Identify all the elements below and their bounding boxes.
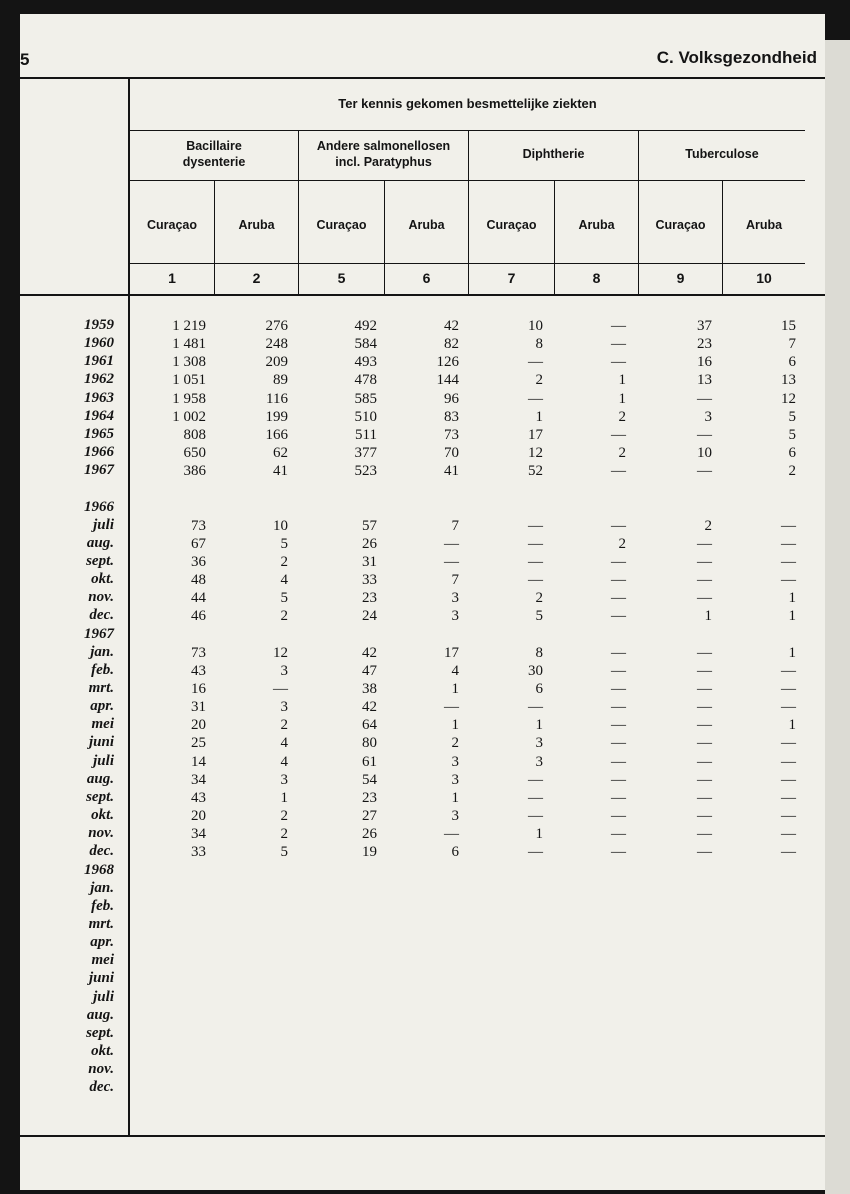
table-cell: 3 <box>451 808 459 824</box>
table-cell: 31 <box>191 699 206 715</box>
row-label: jan. <box>90 644 114 660</box>
table-cell: — <box>611 463 626 479</box>
column-header: Curaçao <box>316 218 367 232</box>
row-label: 1967 <box>84 626 114 642</box>
row-label: 1963 <box>84 390 114 406</box>
table-cell: — <box>697 717 712 733</box>
table-cell: — <box>697 427 712 443</box>
table-cell: — <box>611 790 626 806</box>
table-cell: — <box>697 826 712 842</box>
table-cell: 38 <box>362 681 377 697</box>
table-cell: — <box>273 681 288 697</box>
table-cell: — <box>697 790 712 806</box>
table-cell: — <box>444 699 459 715</box>
table-cell: — <box>697 572 712 588</box>
group-header-bacillaire-dysenterie: Bacillaire dysenterie <box>182 139 246 169</box>
table-cell: 1 <box>535 717 543 733</box>
table-cell: 1 002 <box>172 409 206 425</box>
table-cell: 43 <box>191 663 206 679</box>
table-cell: 1 <box>618 372 626 388</box>
table-cell: 1 <box>535 826 543 842</box>
table-cell: — <box>781 772 796 788</box>
table-cell: 3 <box>704 409 712 425</box>
table-cell: — <box>697 754 712 770</box>
table-cell: 67 <box>191 536 206 552</box>
table-cell: — <box>697 772 712 788</box>
table-cell: 34 <box>191 772 206 788</box>
table-cell: — <box>781 735 796 751</box>
table-cell: 23 <box>362 790 377 806</box>
table-cell: 36 <box>191 554 206 570</box>
table-cell: — <box>781 790 796 806</box>
table-cell: 96 <box>444 391 459 407</box>
table-cell: 6 <box>535 681 543 697</box>
table-cell: 8 <box>535 645 543 661</box>
table-cell: 10 <box>697 445 712 461</box>
table-cell: 7 <box>788 336 796 352</box>
row-label: okt. <box>91 571 114 587</box>
table-cell: 1 <box>788 608 796 624</box>
table-cell: — <box>697 735 712 751</box>
table-main-header: Ter kennis gekomen besmettelijke ziekten <box>338 96 597 111</box>
table-cell: 13 <box>781 372 796 388</box>
table-cell: 510 <box>354 409 377 425</box>
table-cell: 27 <box>362 808 377 824</box>
table-cell: — <box>781 663 796 679</box>
row-label: 1966 <box>84 444 114 460</box>
row-label: sept. <box>86 789 114 805</box>
table-cell: — <box>528 518 543 534</box>
table-cell: 585 <box>354 391 377 407</box>
row-label: 1964 <box>84 408 114 424</box>
table-cell: 46 <box>191 608 206 624</box>
table-cell: 377 <box>354 445 377 461</box>
row-label: feb. <box>91 662 114 678</box>
table-cell: 62 <box>273 445 288 461</box>
table-cell: — <box>697 463 712 479</box>
table-cell: — <box>611 754 626 770</box>
table-cell: — <box>697 699 712 715</box>
table-cell: 1 <box>788 645 796 661</box>
table-cell: 3 <box>280 663 288 679</box>
table-cell: 57 <box>362 518 377 534</box>
table-cell: 6 <box>451 844 459 860</box>
row-label: okt. <box>91 1043 114 1059</box>
table-cell: — <box>528 536 543 552</box>
table-cell: 48 <box>191 572 206 588</box>
table-cell: 1 051 <box>172 372 206 388</box>
table-cell: 14 <box>191 754 206 770</box>
table-cell: 2 <box>535 372 543 388</box>
table-cell: 584 <box>354 336 377 352</box>
column-header: Curaçao <box>655 218 706 232</box>
bottom-rule <box>20 1135 825 1137</box>
table-cell: 8 <box>535 336 543 352</box>
row-label: 1960 <box>84 335 114 351</box>
table-cell: 37 <box>697 318 712 334</box>
row-label: feb. <box>91 898 114 914</box>
table-cell: — <box>697 663 712 679</box>
table-cell: — <box>781 754 796 770</box>
column-header: Curaçao <box>486 218 537 232</box>
table-cell: 17 <box>528 427 543 443</box>
table-cell: — <box>528 790 543 806</box>
table-cell: — <box>611 354 626 370</box>
table-cell: 4 <box>280 754 288 770</box>
column-number: 9 <box>676 270 685 286</box>
table-cell: — <box>611 518 626 534</box>
table-cell: — <box>611 735 626 751</box>
table-cell: 209 <box>265 354 288 370</box>
group-header-diphtherie: Diphtherie <box>522 147 585 161</box>
table-cell: 2 <box>618 445 626 461</box>
row-label: jan. <box>90 880 114 896</box>
table-cell: 276 <box>265 318 288 334</box>
table-cell: — <box>781 681 796 697</box>
table-cell: — <box>611 808 626 824</box>
table-cell: 6 <box>788 445 796 461</box>
section-title: C. Volksgezondheid <box>656 48 817 67</box>
table-cell: 24 <box>362 608 377 624</box>
table-cell: — <box>528 354 543 370</box>
row-label: aug. <box>86 1007 114 1023</box>
table-cell: 523 <box>354 463 377 479</box>
table-cell: — <box>611 427 626 443</box>
table-cell: 61 <box>362 754 377 770</box>
table-cell: — <box>528 554 543 570</box>
row-label: dec. <box>89 843 114 859</box>
row-label: 1968 <box>84 862 114 878</box>
table-cell: 44 <box>191 590 206 606</box>
table-cell: 52 <box>528 463 543 479</box>
column-number: 10 <box>756 270 772 286</box>
table-cell: 26 <box>362 536 377 552</box>
row-label: juli <box>93 989 114 1005</box>
table-cell: 478 <box>354 372 377 388</box>
table-cell: 492 <box>354 318 377 334</box>
row-label: mei <box>91 716 114 732</box>
table-cell: 5 <box>280 844 288 860</box>
row-label: sept. <box>86 1025 114 1041</box>
table-cell: 4 <box>451 663 459 679</box>
table-cell: 1 <box>704 608 712 624</box>
table-cell: — <box>697 681 712 697</box>
table-cell: 650 <box>183 445 206 461</box>
table-cell: — <box>611 590 626 606</box>
table-cell: — <box>781 808 796 824</box>
table-cell: 10 <box>528 318 543 334</box>
row-label: juni <box>88 734 114 750</box>
row-label: mrt. <box>88 916 114 932</box>
table-cell: — <box>697 391 712 407</box>
table-cell: — <box>611 608 626 624</box>
table-cell: — <box>781 554 796 570</box>
row-label: sept. <box>86 553 114 569</box>
table-cell: 2 <box>788 463 796 479</box>
table-cell: — <box>781 844 796 860</box>
table-cell: 116 <box>266 391 288 407</box>
table-cell: 12 <box>273 645 288 661</box>
row-label: mrt. <box>88 680 114 696</box>
table-cell: 54 <box>362 772 377 788</box>
table-cell: 47 <box>362 663 377 679</box>
table-cell: 2 <box>280 554 288 570</box>
table-cell: — <box>444 554 459 570</box>
row-label: nov. <box>88 1061 114 1077</box>
column-header: Aruba <box>578 218 615 232</box>
document-page <box>20 14 825 1190</box>
table-cell: — <box>781 536 796 552</box>
row-label: aug. <box>86 771 114 787</box>
column-header: Curaçao <box>146 218 198 232</box>
table-cell: — <box>697 808 712 824</box>
row-label: 1965 <box>84 426 114 442</box>
table-cell: 199 <box>265 409 288 425</box>
table-cell: — <box>444 826 459 842</box>
table-cell: 23 <box>697 336 712 352</box>
row-label: juni <box>88 970 114 986</box>
table-cell: 42 <box>362 699 377 715</box>
table-cell: 2 <box>280 826 288 842</box>
table-cell: — <box>781 699 796 715</box>
table-cell: 2 <box>280 608 288 624</box>
table-cell: — <box>611 699 626 715</box>
table-cell: — <box>697 536 712 552</box>
table-cell: 1 <box>788 590 796 606</box>
table-cell: — <box>611 336 626 352</box>
table-cell: — <box>528 391 543 407</box>
table-cell: — <box>528 699 543 715</box>
table-cell: 42 <box>362 645 377 661</box>
table-cell: 17 <box>444 645 459 661</box>
table-cell: 5 <box>280 590 288 606</box>
table-cell: 41 <box>444 463 459 479</box>
table-cell: 23 <box>362 590 377 606</box>
column-header: Aruba <box>238 218 275 232</box>
table-cell: — <box>697 590 712 606</box>
row-label: 1959 <box>84 317 114 333</box>
row-label: dec. <box>89 607 114 623</box>
table-cell: 511 <box>355 427 377 443</box>
table-cell: 25 <box>191 735 206 751</box>
table-cell: 42 <box>444 318 459 334</box>
table-cell: 3 <box>451 772 459 788</box>
table-cell: — <box>781 572 796 588</box>
table-cell: 1 308 <box>172 354 206 370</box>
table-cell: 1 <box>451 790 459 806</box>
table-cell: 20 <box>191 717 206 733</box>
table-cell: 6 <box>788 354 796 370</box>
table-cell: 3 <box>535 735 543 751</box>
table-cell: 1 <box>535 409 543 425</box>
row-label: mei <box>91 952 114 968</box>
table-cell: — <box>781 518 796 534</box>
table-cell: 13 <box>697 372 712 388</box>
table-cell: 3 <box>280 699 288 715</box>
table-cell: 4 <box>280 572 288 588</box>
table-cell: — <box>611 645 626 661</box>
table-cell: 33 <box>362 572 377 588</box>
table-cell: 248 <box>265 336 288 352</box>
group-header-andere-salmonellosen: Andere salmonellosen incl. Paratyphus <box>316 139 451 169</box>
stub-column-rule <box>128 77 130 1135</box>
table-cell: 1 <box>280 790 288 806</box>
table-cell: — <box>611 572 626 588</box>
table-cell: — <box>528 808 543 824</box>
table-cell: 12 <box>781 391 796 407</box>
table-cell: — <box>528 844 543 860</box>
table-cell: 3 <box>535 754 543 770</box>
table-cell: 26 <box>362 826 377 842</box>
table-cell: — <box>697 844 712 860</box>
top-rule <box>20 77 825 79</box>
table-cell: 80 <box>362 735 377 751</box>
table-cell: — <box>611 772 626 788</box>
row-label: okt. <box>91 807 114 823</box>
row-label: 1961 <box>84 353 114 369</box>
table-cell: 1 481 <box>172 336 206 352</box>
table-cell: 2 <box>280 808 288 824</box>
table-cell: — <box>611 826 626 842</box>
row-label: dec. <box>89 1079 114 1095</box>
table-cell: 73 <box>191 645 206 661</box>
table-cell: 2 <box>451 735 459 751</box>
table-cell: 73 <box>191 518 206 534</box>
table-cell: 31 <box>362 554 377 570</box>
table-cell: 2 <box>280 717 288 733</box>
table-cell: — <box>611 717 626 733</box>
table-cell: 2 <box>535 590 543 606</box>
group-header-tuberculose: Tuberculose <box>685 147 759 161</box>
table-cell: 2 <box>618 409 626 425</box>
column-number: 2 <box>252 270 261 286</box>
row-label: 1967 <box>84 462 114 478</box>
table-cell: 73 <box>444 427 459 443</box>
table-cell: 166 <box>265 427 288 443</box>
table-cell: 30 <box>528 663 543 679</box>
table-cell: 41 <box>273 463 288 479</box>
column-number: 1 <box>168 270 176 286</box>
table-cell: 12 <box>528 445 543 461</box>
column-number: 8 <box>592 270 601 286</box>
column-header: Aruba <box>745 218 783 232</box>
table-cell: 7 <box>451 572 459 588</box>
table-cell: 386 <box>183 463 206 479</box>
table-cell: 16 <box>191 681 206 697</box>
table-cell: 43 <box>191 790 206 806</box>
table-cell: 5 <box>535 608 543 624</box>
column-number: 7 <box>507 270 516 286</box>
table-cell: — <box>611 681 626 697</box>
row-label: aug. <box>86 535 114 551</box>
table-cell: 1 <box>788 717 796 733</box>
table-cell: — <box>528 772 543 788</box>
table-cell: — <box>611 554 626 570</box>
row-label: apr. <box>90 934 114 950</box>
table-cell: 2 <box>618 536 626 552</box>
table-cell: 3 <box>451 754 459 770</box>
table-cell: — <box>444 536 459 552</box>
row-label: 1962 <box>84 371 114 387</box>
table-cell: 3 <box>280 772 288 788</box>
table-cell: — <box>697 645 712 661</box>
table-cell: 33 <box>191 844 206 860</box>
table-cell: 10 <box>273 518 288 534</box>
table-cell: 5 <box>280 536 288 552</box>
column-number: 6 <box>422 270 431 286</box>
table-cell: 5 <box>788 427 796 443</box>
table-cell: 16 <box>697 354 712 370</box>
table-cell: 70 <box>444 445 459 461</box>
table-cell: — <box>528 572 543 588</box>
column-header: Aruba <box>408 218 445 232</box>
table-cell: — <box>611 663 626 679</box>
table-cell: 493 <box>354 354 377 370</box>
row-label: 1966 <box>84 499 114 515</box>
table-cell: 82 <box>444 336 459 352</box>
row-label: juli <box>93 753 114 769</box>
row-label: juli <box>93 517 114 533</box>
table-cell: — <box>611 844 626 860</box>
adjacent-page-edge <box>825 40 850 1194</box>
table-cell: 34 <box>191 826 206 842</box>
header-bottom-rule <box>20 294 825 296</box>
table-cell: 126 <box>436 354 459 370</box>
table-cell: 15 <box>781 318 796 334</box>
table-cell: 1 <box>618 391 626 407</box>
table-cell: — <box>781 826 796 842</box>
table-cell: 3 <box>451 608 459 624</box>
table-cell: 808 <box>183 427 206 443</box>
row-label: nov. <box>88 825 114 841</box>
table-cell: 144 <box>436 372 459 388</box>
row-label: apr. <box>90 698 114 714</box>
table-cell: 1 958 <box>172 391 206 407</box>
page-number: 5 <box>20 50 30 69</box>
table-cell: 4 <box>280 735 288 751</box>
table-cell: 20 <box>191 808 206 824</box>
column-number: 5 <box>337 270 346 286</box>
table-cell: 83 <box>444 409 459 425</box>
table-cell: 19 <box>362 844 377 860</box>
table-cell: 1 219 <box>172 318 206 334</box>
table-cell: 5 <box>788 409 796 425</box>
table-cell: 7 <box>451 518 459 534</box>
row-label: nov. <box>88 589 114 605</box>
table-cell: 64 <box>362 717 377 733</box>
table-cell: 1 <box>451 681 459 697</box>
table-cell: 3 <box>451 590 459 606</box>
table-cell: 89 <box>273 372 288 388</box>
table-cell: — <box>611 318 626 334</box>
table-cell: — <box>697 554 712 570</box>
table-cell: 2 <box>704 518 712 534</box>
table-cell: 1 <box>451 717 459 733</box>
